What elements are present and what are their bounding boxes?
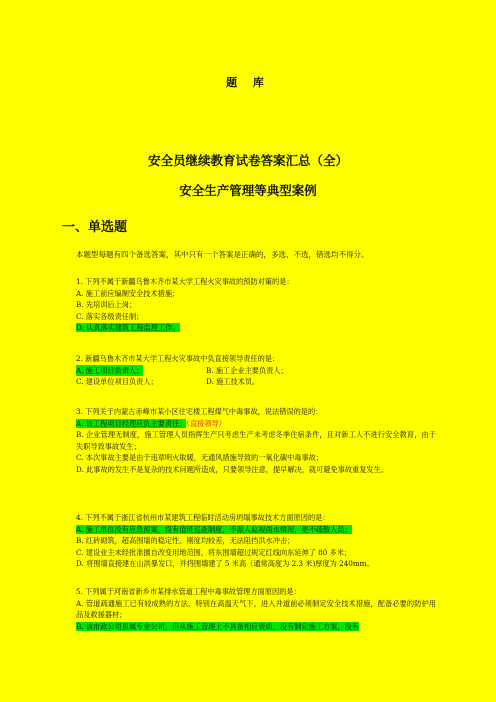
question-1 bbox=[76, 276, 436, 334]
answer-note: （直接领导） bbox=[186, 418, 226, 428]
option-c: C. 本次事故主要是由于违章明火取暖，无通风措施导致的一氧化碳中毒事故； bbox=[76, 453, 324, 463]
option-a-answer: A. 施工单位没有应急预案，没有值班巡查制度，不派人监视雨水情况，更不疏散人员； bbox=[76, 524, 352, 534]
option-b: B. 红砖砌筑，超高围墙的稳定性、刚度均较差，无法阻挡洪水冲击； bbox=[76, 536, 295, 546]
question-text: 1. 下列不属于新疆乌鲁木齐市某大学工程火灾事故的预防对策的是： bbox=[76, 277, 294, 286]
option-d-answer: D. 认真落实建筑工程监理工作。 bbox=[76, 323, 180, 333]
option-d: D. 将围墙直接建在山洪暴发口，并将围墙建了 5 米高（通常高度为 2.3 米)厚度为 240mm。 bbox=[76, 559, 374, 569]
option-b: B. 先培训后上岗； bbox=[76, 300, 137, 310]
option-c: C. 建设业主未经批准擅自改变用地范围，将东围墙超过规定红线向东延伸了 80 多米； bbox=[76, 547, 352, 557]
doc-title: 题 库 bbox=[226, 76, 270, 89]
question-text: 3. 下列关于内蒙古赤峰市某小区住宅楼工程煤气中毒事故，说法错误的是的： bbox=[76, 407, 323, 416]
doc-subtitle: 安全员继续教育试卷答案汇总（全） bbox=[147, 153, 348, 168]
doc-subtitle-2: 安全生产管理等典型案例 bbox=[179, 183, 317, 198]
option-a-answer: A. 施工项目负责人； bbox=[76, 365, 144, 375]
section-heading: 一、单选题 bbox=[62, 220, 128, 235]
option-c: C. 建设单位项目负责人； bbox=[76, 377, 158, 387]
section-intro: 本题型每题有四个备选答案，其中只有一个答案是正确的，多选、不选，错选均不得分。 bbox=[76, 250, 369, 259]
option-a-answer: A. 该工程项目经理应负主要责任； bbox=[76, 418, 187, 428]
option-c: C. 落实各级责任制； bbox=[76, 311, 144, 321]
question-text: 2. 新疆乌鲁木齐市某大学工程火灾事故中负直接领导责任的是： bbox=[76, 354, 280, 363]
option-a: A. 施工前应编制安全技术措施； bbox=[76, 288, 180, 298]
option-b: B. 施工企业主要负责人； bbox=[206, 365, 288, 375]
option-d: D. 此事故的发生不是复杂的技术问题所造成，只要领导注意，提早解决，就可避免事故重复发生。 bbox=[76, 464, 388, 474]
option-d: D. 施工技术员。 bbox=[206, 377, 260, 387]
question-4 bbox=[76, 512, 436, 570]
question-5 bbox=[76, 586, 436, 632]
option-b: B. 企业管理无制度，施工管理人员指挥生产只考虑生产未考虑冬季住宿条件，且对新工人不进行安全教育，由于失职导致事故发生； bbox=[76, 430, 436, 451]
question-3 bbox=[76, 406, 436, 476]
option-b-answer: B. 该市政公司虽属专业公司，但从施工管理上不具备相应资质，没有制定施工方案，没有 bbox=[76, 621, 359, 631]
option-a: A. 管道疏通施工已有较成熟的方法，特别在高温天气下，进入井道前必须制定安全技术措施，配备必要的防护用品及救援器材； bbox=[76, 598, 436, 620]
question-text: 5. 下列属于河南省新乡市某排水管道工程中毒事故管理方面原因的是： bbox=[76, 587, 301, 596]
question-text: 4. 下列不属于浙江省杭州市某建筑工程临时活动房坍塌事故技术方面原因的是： bbox=[76, 513, 330, 522]
question-2 bbox=[76, 353, 436, 388]
